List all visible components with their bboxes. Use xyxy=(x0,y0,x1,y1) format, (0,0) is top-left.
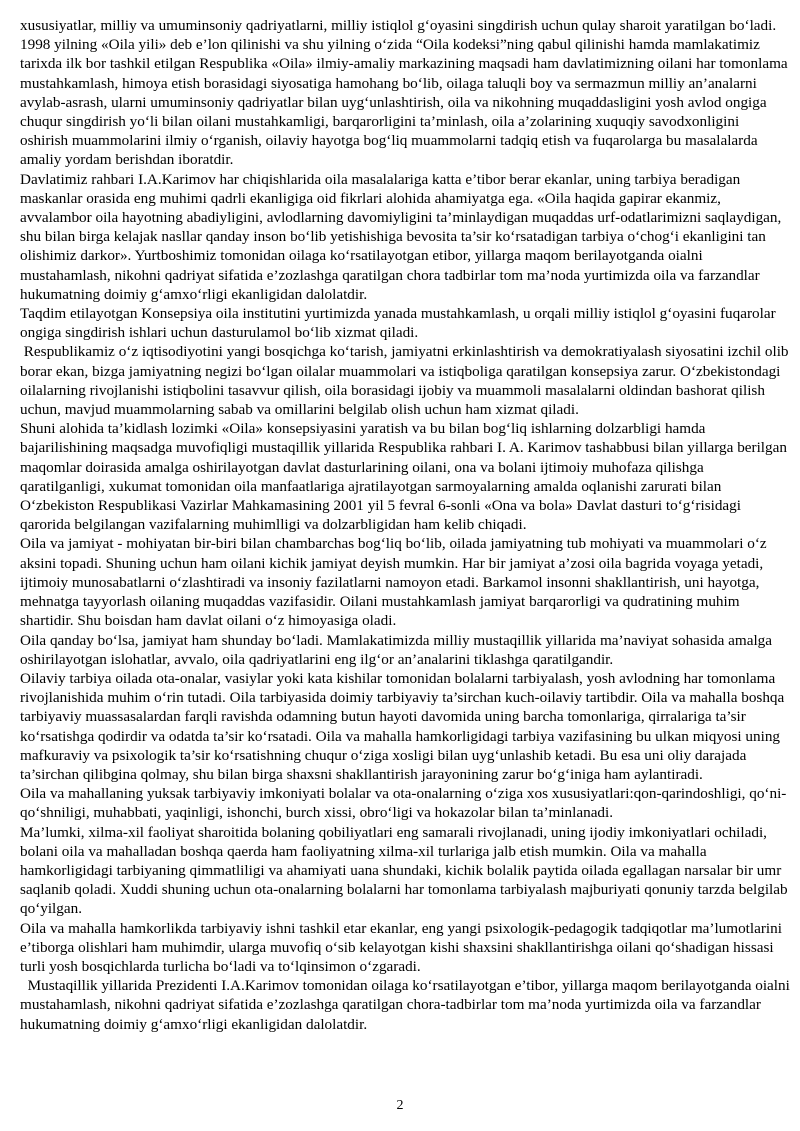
paragraph: 1998 yilning «Oila yili» deb e’lon qilinishi va shu yilning o‘zida “Oila kodeksi”ning qabul qilinishi hamda mamlakatimiz tarixda ilk bor tashkil etilgan Respublika «Oila» ilmiy-amaliy markazining maqsadi ham davlatimizning oilani har tomonlama mustahkamlash, himoya etish borasidagi siyosatiga hamohang bo‘lib, oilaga taluqli boy va sermazmun milliy an’analarni avylab-asrash, ularni umuminsoniy qadriyatlar bilan uyg‘unlashtirish, oila va nikohning muqaddasligini yosh avlod ongiga chuqur singdirish yo‘li bilan oilani mustahkamligi, barqarorligini ta’minlash, oila a’zolarining xuquqiy savodxonligini oshirish muammolarini ilmiy o‘rganish, oilaviy hayotga bog‘liq muammolarni tadqiq etish va fuqarolarga bu masalalarda amaliy yordam berishdan iboratdir. xyxy=(20,36,788,169)
paragraph: xususiyatlar, milliy va umuminsoniy qadriyatlarni, milliy istiqlol g‘oyasini singdirish uchun qulay sharoit yaratilgan bo‘ladi. xyxy=(20,17,777,34)
paragraph: Mustaqillik yillarida Prezidenti I.A.Karimov tomonidan oilaga ko‘rsatilayotgan e’tibor, yillarga maqom berilayotganda oialni mustahamlash, nikohni qadriyat sifatida e’zozlashga qaratilgan chora-tadbirlar tom ma’noda yurtimizda oila va farzandlar hukumatning doimiy g‘amxo‘rligi ekanligidan dalolatdir. xyxy=(20,977,794,1033)
paragraph: Oila va mahallaning yuksak tarbiyaviy imkoniyati bolalar va ota-onalarning o‘ziga xos xususiyatlari:qon-qarindoshligi, qo‘ni-qo‘shniligi, muhabbati, yaqinligi, ishonchi, burch xissi, obro‘ligi va hokazolar bilan ta’minlanadi. xyxy=(20,785,787,822)
paragraph: Taqdim etilayotgan Konsepsiya oila institutini yurtimizda yanada mustahkamlash, u orqali milliy istiqlol g‘oyasini fuqarolar ongiga singdirish ishlari uchun dasturulamol bo‘lib xizmat qiladi. xyxy=(20,305,776,342)
paragraph: Oila va jamiyat - mohiyatan bir-biri bilan chambarchas bog‘liq bo‘lib, oilada jamiyatning tub mohiyati va muammolari o‘z aksini topadi. Shuning uchun ham oilani kichik jamiyat deyish mumkin. Har bir jamiyat a’zosi oila bagrida voyaga yetadi, ijtimoiy munosabatlarni o‘zlashtiradi va insoniy fazilatlarni namoyon etadi. Barkamol insonni shakllantirish, uni hayotga, mehnatga tayyorlash oilaning muqaddas vazifasidir. Oilani mustahkamlash jamiyat barqarorligi va qudratining muhim shartidir. Shu boisdan ham davlat oilani o‘z himoyasiga oladi. xyxy=(20,535,767,630)
paragraph: Oilaviy tarbiya oilada ota-onalar, vasiylar yoki kata kishilar tomonidan bolalarni tarbiyalash, yosh avlodning har tomonlama rivojlanishida muhim o‘rin tutadi. Oila tarbiyasida doimiy tarbiyaviy ta’sirchan kuch-oilaviy tartibdir. Oila va mahalla boshqa tarbiyaviy muassasalardan farqli ravishda odamning butun hayoti davomida uning barcha tomonlariga, qirralariga ta’sir ko‘rsatishga qodirdir va odatda ta’sir ko‘rsatadi. Oila va mahalla hamkorligidagi tarbiya vazifasining bu ulkan miqyosi uning mafkuraviy va psixologik ta’sir ko‘rsatishning chuqur o‘ziga xosligi bilan uyg‘unlashib ketadi. Bu esa uni oliy darajada ta’sirchan qilibgina qolmay, shu bilan birga shaxsni shakllantirish jarayonining zarur bo‘g‘iniga ham aylantiradi. xyxy=(20,669,785,783)
paragraph: Shuni alohida ta’kidlash lozimki «Oila» konsepsiyasini yaratish va bu bilan bog‘liq ishlarning dolzarbligi hamda bajarilishining maqsadga muvofiqligi mustaqillik yillarida Respublika rahbari I. A. Karimov tashabbusi bilan yillarga berilgan maqomlar doirasida amalga oshirilayotgan davlat dasturlarining oilani, ona va bolani ijtimoiy muhofaza qilishga qaratilganligi, xukumat tomonidan oila manfaatlariga ajratilayotgan sarmoyalarning amalda oqlanishi zarurati bilan O‘zbekiston Respublikasi Vazirlar Mahkamasining 2001 yil 5 fevral 6-sonli «Ona va bola» Davlat dasturi to‘g‘risidagi qarorida belgilangan vazifalarning muhimlligi va dolzarbligidan ham kelib chiqadi. xyxy=(20,420,787,534)
paragraph: Respublikamiz o‘z iqtisodiyotini yangi bosqichga ko‘tarish, jamiyatni erkinlashtirish va demokratiyalash siyosatini izchil olib borar ekan, bizga jamiyatning negizi bo‘lgan oilalar muammolari va istiqboliga qaratilgan konsepsiya zarur. O‘zbekistondagi oilalarning rivojlanishi istiqbolini tasavvur qilish, oila borasidagi ijobiy va muammoli masalalarni oldindan bashorat qilish uchun, mavjud muammolarning sabab va omillarini belgilab olish uchun ham xizmat qiladi. xyxy=(20,343,793,419)
paragraph: Ma’lumki, xilma-xil faoliyat sharoitida bolaning qobiliyatlari eng samarali rivojlanadi, uning ijodiy imkoniyatlari ochiladi, bolani oila va mahalladan boshqa qaerda ham faoliyatning xilma-xil turlariga jalb etish mumkin. Oila va mahalla hamkorligidagi tarbiyaning qimmatliligi va ahamiyati uana shundaki, kichik bolalik paytida oilada egallagan narsalar bir umr saqlanib qoladi. Xuddi shuning uchun ota-onalarning bolalarni har tomonlama tarbiyalash majburiyati qonuniy tarzda belgilab qo‘yilgan. xyxy=(20,823,788,918)
paragraph: Oila qanday bo‘lsa, jamiyat ham shunday bo‘ladi. Mamlakatimizda milliy mustaqillik yillarida ma’naviyat sohasida amalga oshirilayotgan islohatlar, avvalo, oila qadriyatlarini eng ilg‘or an’analarini tiklashga qaratilgandir. xyxy=(20,631,773,668)
document-body xyxy=(20,16,794,1034)
paragraph: Oila va mahalla hamkorlikda tarbiyaviy ishni tashkil etar ekanlar, eng yangi psixologik-pedagogik tadqiqotlar ma’lumotlarini e’tiborga olishlari ham muhimdir, ularga muvofiq o‘sib kelayotgan kishi shaxsini shakllantirishga oilani qo‘shadigan hissasi turli yosh bosqichlarda turlicha bo‘ladi va to‘lqinsimon o‘zgaradi. xyxy=(20,919,782,975)
page-number: 2 xyxy=(396,1098,404,1113)
paragraph: Davlatimiz rahbari I.A.Karimov har chiqishlarida oila masalalariga katta e’tibor berar ekanlar, uning tarbiya beradigan maskanlar orasida eng muhimi qadrli ekanligiga oid fikrlari alohida ahamiyatga ega. «Oila haqida gapirar ekanmiz, avvalambor oila hayotning abadiyligini, avlodlarning davomiyligini ta’minlaydigan muqaddas urf-odatlarimizni saqlaydigan, shu bilan birga kelajak nasllar qanday inson bo‘lib yetishishiga bevosita ta’sir ko‘rsatadigan tarbiya o‘chog‘i ekanligini tan olishimiz darkor». Yurtboshimiz tomonidan oilaga ko‘rsatilayotgan etibor, yillarga maqom berilayotganda oialni mustahamlash, nikohni qadriyat sifatida e’zozlashga qaratilgan chora tadbirlar tom ma’noda yurtimizda oila va farzandlar hukumatning doimiy g‘amxo‘rligi ekanligidan dalolatdir. xyxy=(20,170,782,303)
